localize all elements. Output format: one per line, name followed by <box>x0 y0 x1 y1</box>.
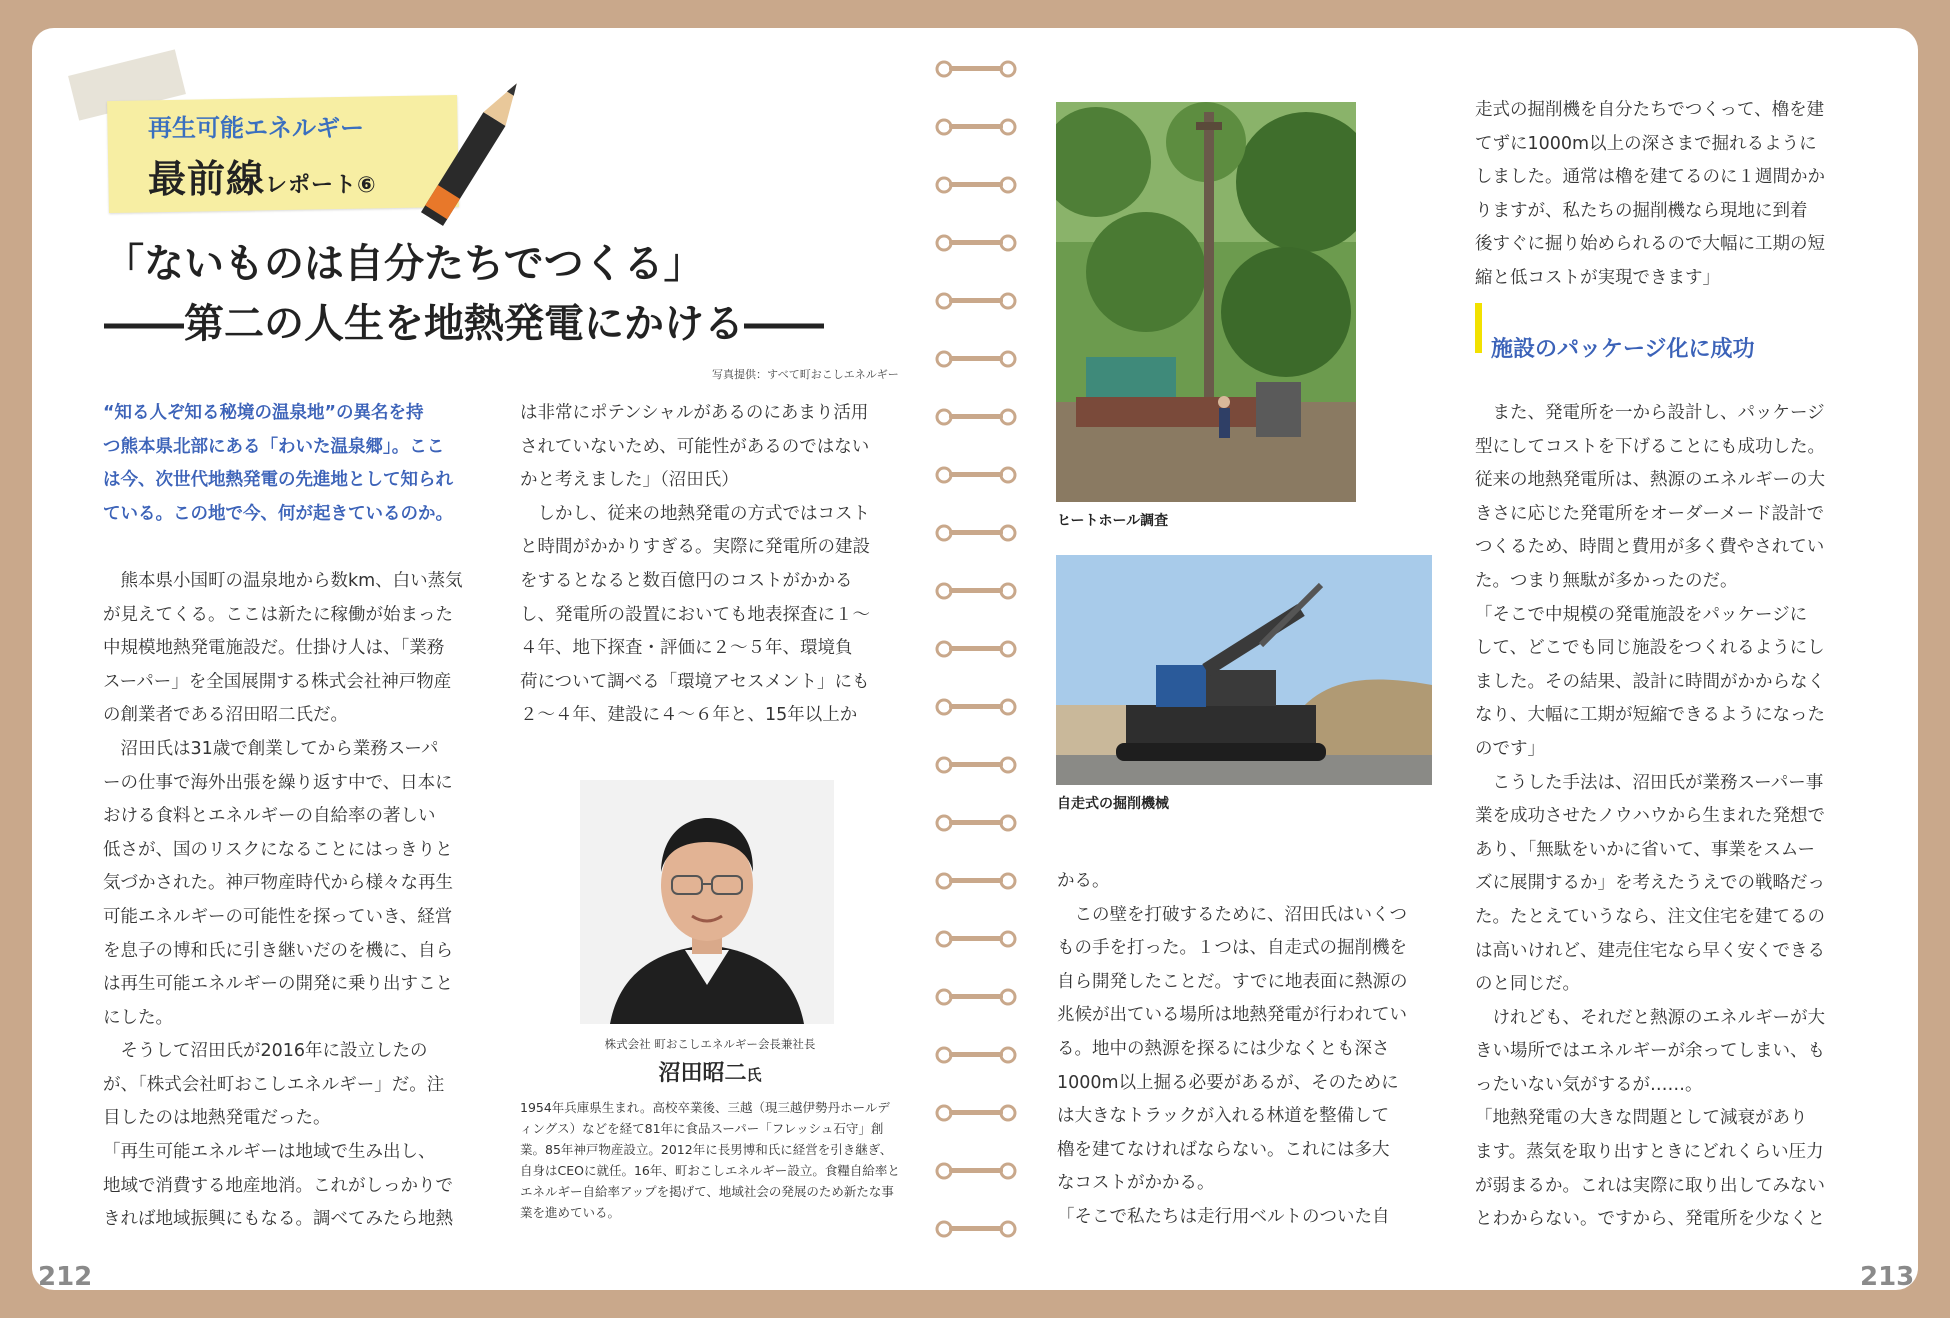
body-line: けれども、それだと熱源のエネルギーが大 <box>1475 1007 1825 1028</box>
body-line: は非常にポテンシャルがあるのにあまり活用 <box>520 403 869 423</box>
headline-line2: ――第二の人生を地熱発電にかける―― <box>104 301 824 347</box>
body-line: 縮と低コストが実現できます」 <box>1475 267 1720 288</box>
body-line: をするとなると数百億円のコストがかかる <box>520 570 853 591</box>
body-line: のと同じだ。 <box>1475 974 1580 995</box>
person-title: 株式会社 町おこしエネルギー会長兼社長 <box>604 1037 816 1051</box>
body-line: を息子の博和氏に引き継いだのを機に、自ら <box>103 940 453 961</box>
ring-icon <box>935 756 1017 774</box>
body-line: されていないため、可能性があるのではない <box>520 436 870 457</box>
body-line: のです」 <box>1475 738 1545 759</box>
body-line: は大きなトラックが入れる林道を整備して <box>1057 1106 1390 1127</box>
portrait-photo <box>580 780 834 1024</box>
column-4-top <box>1475 94 1853 296</box>
ring-icon <box>935 640 1017 658</box>
body-line: とわからない。ですから、発電所を少なくと <box>1475 1209 1825 1230</box>
body-line: かる。 <box>1057 871 1110 891</box>
ring-icon <box>935 118 1017 136</box>
body-line: 櫓を建てなければならない。これには多大 <box>1057 1139 1390 1160</box>
ring-icon <box>935 350 1017 368</box>
body-line: こうした手法は、沼田氏が業務スーパー事 <box>1475 772 1824 793</box>
body-line: 走式の掘削機を自分たちでつくって、櫓を建 <box>1475 100 1825 120</box>
body-line: して、どこでも同じ施設をつくれるようにし <box>1475 638 1825 659</box>
body-line: 型にしてコストを下げることにも成功した。 <box>1475 436 1825 457</box>
body-line: た。つまり無駄が多かったのだ。 <box>1475 570 1738 591</box>
body-line: 気づかされた。神戸物産時代から様々な再生 <box>103 873 453 894</box>
headline <box>104 234 824 354</box>
person-profile <box>520 1036 900 1223</box>
person-honorific: 氏 <box>746 1066 762 1084</box>
body-line: 中規模地熱発電施設だ。仕掛け人は、「業務 <box>103 638 445 659</box>
section-subhead: 施設のパッケージ化に成功 <box>1491 337 1755 362</box>
body-line: てずに1000m以上の深さまで掘れるように <box>1475 133 1817 154</box>
body-line: は高いけれど、建売住宅なら早く安くできる <box>1475 940 1825 961</box>
forest-drilling-illustration <box>1056 102 1356 502</box>
column-4-bottom <box>1475 397 1853 1237</box>
photo-credit: 写真提供：すべて町おこしエネルギー <box>712 368 899 381</box>
body-line: かと考えました」（沼田氏） <box>520 470 739 491</box>
ring-icon <box>935 1046 1017 1064</box>
body-line: し、発電所の設置においても地表探査に１～ <box>520 604 870 625</box>
body-line: 荷について調べる「環境アセスメント」にも <box>520 671 870 692</box>
body-line: 「地熱発電の大きな問題として減衰があり <box>1475 1108 1808 1129</box>
body-line: ズに展開するか」を考えたうえでの戦略だっ <box>1475 873 1825 894</box>
body-line: 低さが、国のリスクになることにはっきりと <box>103 839 453 860</box>
body-line: なコストがかかる。 <box>1057 1173 1215 1194</box>
person-bio: 1954年兵庫県生まれ。高校卒業後、三越（現三越伊勢丹ホールディングス）などを経て81年に食品スーパー「フレッシュ石守」創業。85年神戸物産設立。2012年に長男博和氏に経営を引き継ぎ、自身はCEOに就任。16年、町おこしエネルギー設立。食糧自給率とエネルギー自給率アップを掲げて、地域社会の発展のため新たな事業を進めている。 <box>520 1100 900 1220</box>
body-line: が弱まるか。これは実際に取り出してみない <box>1475 1175 1825 1196</box>
body-line: ーの仕事で海外出張を繰り返す中で、日本に <box>103 772 453 793</box>
body-line: きさに応じた発電所をオーダーメード設計で <box>1475 503 1825 524</box>
photo-caption-2: 自走式の掘削機械 <box>1057 796 1169 812</box>
body-line: おける食料とエネルギーの自給率の著しい <box>103 806 436 827</box>
body-line: きれば地域振興にもなる。調べてみたら地熱 <box>103 1209 453 1230</box>
ring-icon <box>935 1220 1017 1238</box>
body-line: ２～４年、建設に４～６年と、15年以上か <box>520 705 858 726</box>
ring-icon <box>935 408 1017 426</box>
body-line: が、「株式会社町おこしエネルギー」だ。注 <box>103 1074 445 1095</box>
ring-icon <box>935 234 1017 252</box>
body-line: 地域で消費する地産地消。これがしっかりで <box>103 1175 453 1196</box>
ring-icon <box>935 814 1017 832</box>
spacer-line <box>103 531 481 565</box>
photo-caption-1: ヒートホール調査 <box>1057 513 1169 529</box>
ring-icon <box>935 988 1017 1006</box>
column-1 <box>103 397 481 1237</box>
body-line: にした。 <box>103 1007 173 1028</box>
body-line: なり、大幅に工期が短縮できるようになった <box>1475 705 1825 726</box>
person-name-text: 沼田昭二 <box>658 1061 747 1086</box>
section-label-sub: 再生可能エネルギー <box>148 114 364 142</box>
ring-icon <box>935 698 1017 716</box>
ring-icon <box>935 60 1017 78</box>
ring-icon <box>935 176 1017 194</box>
body-line: 目したのは地熱発電だった。 <box>103 1108 331 1129</box>
ring-icon <box>935 292 1017 310</box>
heathole-photo <box>1056 102 1356 502</box>
column-3 <box>1057 865 1435 1235</box>
body-line: 従来の地熱発電所は、熱源のエネルギーの大 <box>1475 470 1825 491</box>
page-number-right: 213 <box>1860 1262 1915 1292</box>
ring-icon <box>935 466 1017 484</box>
body-line: あり、「無駄をいかに省いて、事業をスムー <box>1475 839 1816 860</box>
drill-machine-illustration <box>1056 555 1432 785</box>
page-number-left: 212 <box>38 1262 93 1292</box>
body-line: 可能エネルギーの可能性を探っていき、経営 <box>103 906 453 927</box>
body-line: 熊本県小国町の温泉地から数km、白い蒸気 <box>103 570 463 591</box>
person-name <box>520 1056 900 1087</box>
drill-machine-photo <box>1056 555 1432 785</box>
body-line: る。地中の熱源を探るには少なくとも深さ <box>1057 1038 1390 1059</box>
lead-line: つ熊本県北部にある「わいた温泉郷」。ここ <box>103 436 445 457</box>
body-line: の創業者である沼田昭二氏だ。 <box>103 705 348 726</box>
body-line: ます。蒸気を取り出すときにどれくらい圧力 <box>1475 1142 1824 1163</box>
body-line: しました。通常は櫓を建てるのに１週間かか <box>1475 167 1825 188</box>
label-suffix: レポート⑥ <box>265 173 377 198</box>
body-line: 後すぐに掘り始められるので大幅に工期の短 <box>1475 234 1825 255</box>
body-line: 自ら開発したことだ。すでに地表面に熱源の <box>1057 971 1408 992</box>
body-line: は再生可能エネルギーの開発に乗り出すこと <box>103 974 453 995</box>
ring-icon <box>935 524 1017 542</box>
body-line: ました。その結果、設計に時間がかからなく <box>1475 671 1825 692</box>
body-line: きい場所ではエネルギーが余ってしまい、も <box>1475 1041 1825 1062</box>
section-label-main <box>148 148 377 203</box>
body-line: 沼田氏は31歳で創業してから業務スーパ <box>103 738 439 759</box>
body-line: 業を成功させたノウハウから生まれた発想で <box>1475 806 1825 827</box>
body-line: が見えてくる。ここは新たに稼働が始まった <box>103 604 453 625</box>
body-line: 1000m以上掘る必要があるが、そのために <box>1057 1072 1399 1093</box>
body-line: 「そこで中規模の発電施設をパッケージに <box>1475 604 1808 625</box>
subhead-bar <box>1475 303 1482 353</box>
body-line: もの手を打った。１つは、自走式の掘削機を <box>1057 938 1407 959</box>
ring-icon <box>935 582 1017 600</box>
ring-icon <box>935 930 1017 948</box>
body-line: た。たとえていうなら、注文住宅を建てるの <box>1475 906 1825 927</box>
lead-line: は今、次世代地熱発電の先進地として知られ <box>103 470 453 491</box>
body-line: ４年、地下探査・評価に２～５年、環境負 <box>520 638 853 659</box>
body-line: りますが、私たちの掘削機なら現地に到着 <box>1475 200 1808 221</box>
portrait-illustration <box>580 780 834 1024</box>
body-line: そうして沼田氏が2016年に設立したの <box>103 1041 428 1062</box>
headline-line1: 「ないものは自分たちでつくる」 <box>104 241 704 287</box>
body-line: つくるため、時間と費用が多く費やされてい <box>1475 537 1825 558</box>
body-line: 「そこで私たちは走行用ベルトのついた自 <box>1057 1206 1390 1227</box>
column-2 <box>520 397 898 733</box>
body-line: 「再生可能エネルギーは地域で生み出し、 <box>103 1142 436 1163</box>
body-line: と時間がかかりすぎる。実際に発電所の建設 <box>520 537 870 558</box>
ring-icon <box>935 872 1017 890</box>
body-line: 兆候が出ている場所は地熱発電が行われてい <box>1057 1005 1407 1026</box>
label-main-text: 最前線 <box>148 157 266 201</box>
body-line: しかし、従来の地熱発電の方式ではコスト <box>520 503 870 524</box>
body-line: また、発電所を一から設計し、パッケージ <box>1475 403 1825 423</box>
lead-line: ている。この地で今、何が起きているのか。 <box>103 503 453 524</box>
ring-icon <box>935 1162 1017 1180</box>
lead-line: “知る人ぞ知る秘境の温泉地”の異名を持 <box>103 403 424 423</box>
body-line: ったいない気がするが……。 <box>1475 1074 1703 1095</box>
ring-icon <box>935 1104 1017 1122</box>
body-line: スーパー」を全国展開する株式会社神戸物産 <box>103 671 452 692</box>
body-line: この壁を打破するために、沼田氏はいくつ <box>1057 904 1407 925</box>
